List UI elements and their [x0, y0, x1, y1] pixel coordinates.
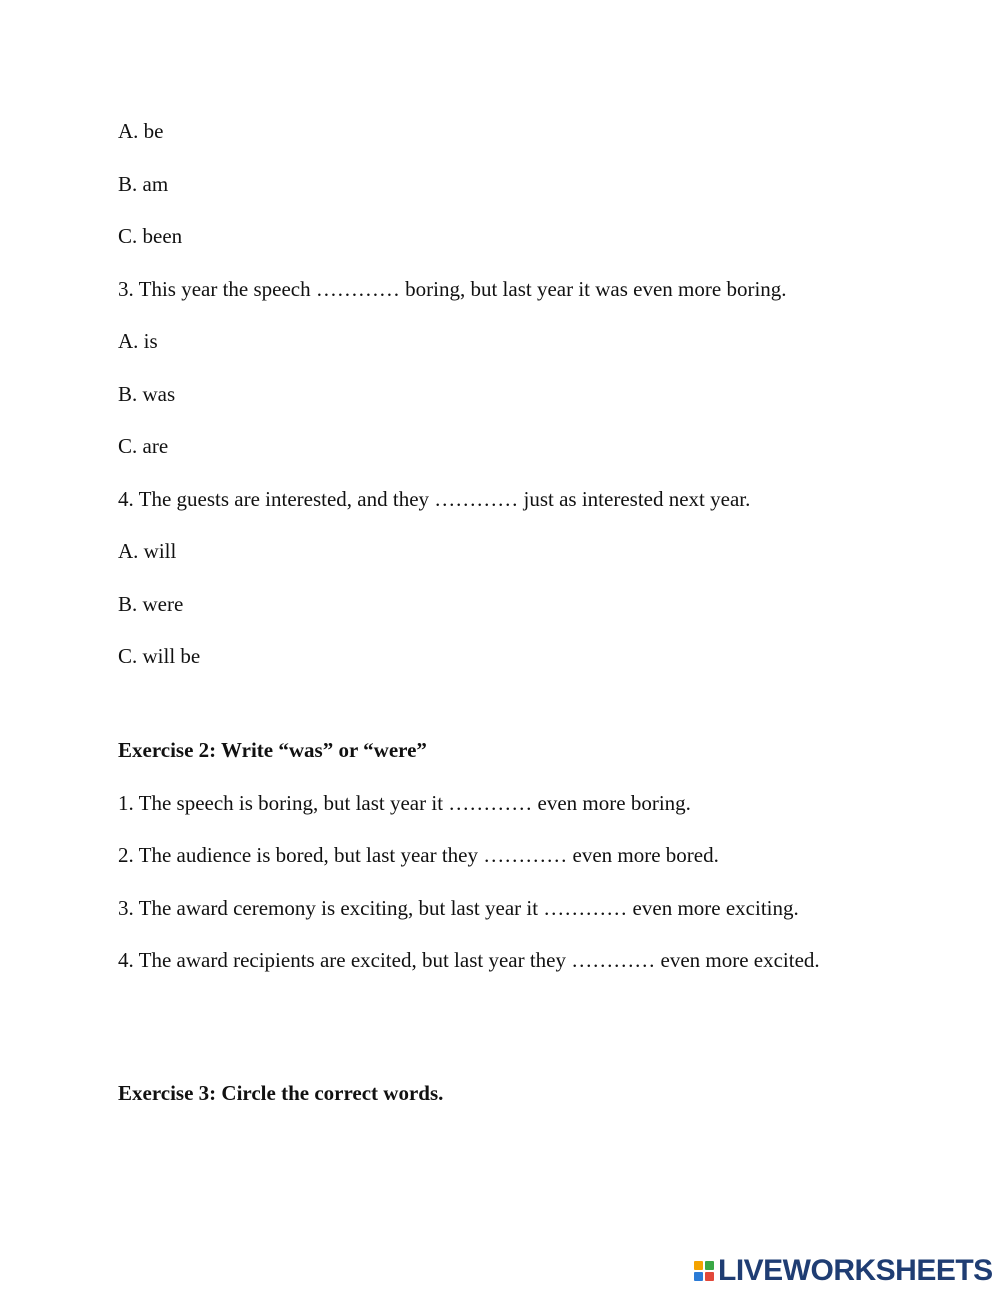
- exercise2-item-2: 2. The audience is bored, but last year they ………… even more bored.: [118, 843, 719, 867]
- q3-option-a[interactable]: A. is: [118, 329, 158, 353]
- logo-block: [694, 1261, 703, 1270]
- q4-question: 4. The guests are interested, and they ………… just as interested next year.: [118, 487, 751, 511]
- q3-option-b[interactable]: B. was: [118, 382, 176, 406]
- logo-blocks-icon: [694, 1261, 714, 1281]
- exercise3-title: Exercise 3: Circle the correct words.: [118, 1081, 444, 1105]
- liveworksheets-logo: [694, 1254, 993, 1288]
- q2-option-b[interactable]: B. am: [118, 172, 169, 196]
- logo-block: [705, 1272, 714, 1281]
- exercise2-item-4: 4. The award recipients are excited, but last year they ………… even more excited.: [118, 948, 820, 972]
- exercise2-title: Exercise 2: Write “was” or “were”: [118, 738, 427, 762]
- q2-option-c[interactable]: C. been: [118, 224, 183, 248]
- q4-option-a[interactable]: A. will: [118, 539, 177, 563]
- q4-option-b[interactable]: B. were: [118, 592, 184, 616]
- logo-block: [694, 1272, 703, 1281]
- exercise2-item-1: 1. The speech is boring, but last year it ………… even more boring.: [118, 791, 691, 815]
- q3-question: 3. This year the speech ………… boring, but last year it was even more boring.: [118, 277, 787, 301]
- q2-option-a[interactable]: A. be: [118, 119, 164, 143]
- q4-option-c[interactable]: C. will be: [118, 644, 201, 668]
- logo-text: LIVEWORKSHEETS: [718, 1254, 993, 1287]
- logo-block: [705, 1261, 714, 1270]
- q3-option-c[interactable]: C. are: [118, 434, 169, 458]
- exercise2-item-3: 3. The award ceremony is exciting, but last year it ………… even more exciting.: [118, 896, 799, 920]
